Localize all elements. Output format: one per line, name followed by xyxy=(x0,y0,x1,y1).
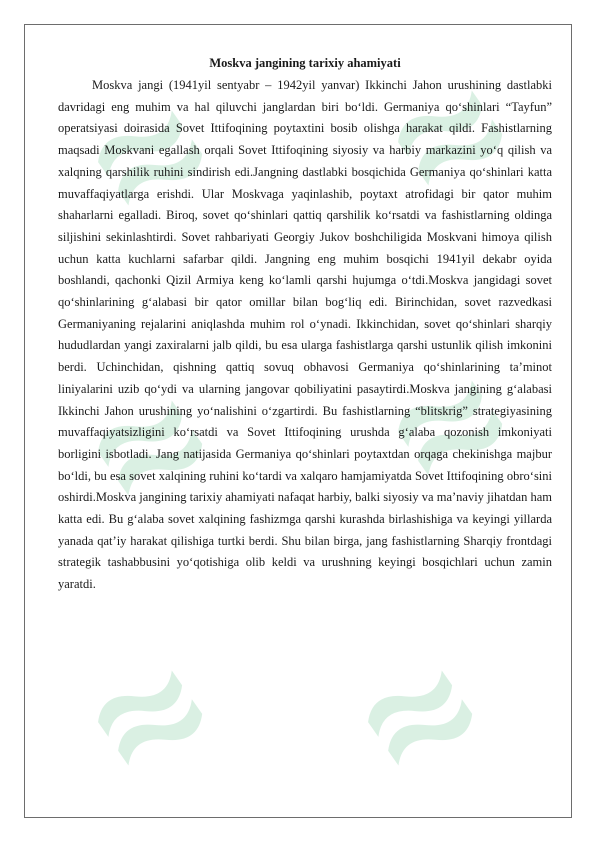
body-paragraph: Moskva jangi (1941yil sentyabr – 1942yil yanvar) Ikkinchi Jahon urushining dastlabki davridagi eng muhim va hal qiluvchi janglardan biri bo‘ldi. Germaniya qo‘shinlari “Tayfun” operatsiyasi doirasida Sovet Ittifoqining poytaxtini bosib olishga harakat qildi. Fashistlarning maqsadi Moskvani egallash orqali Sovet Ittifoqining siyosiy va harbiy markazini yo‘q qilish va xalqning qarshilik ruhini sindirish edi.Jangning dastlabki bosqichida Germaniya qo‘shinlari katta muvaffaqiyatlarga erishdi. Ular Moskvaga yaqinlashib, poytaxt atrofidagi bir qator muhim shaharlarni egalladi. Biroq, sovet qo‘shinlari qattiq qarshilik ko‘rsatdi va fashistlarning oldinga siljishini sekinlashtirdi. Sovet rahbariyati Georgiy Jukov boshchiligida Moskvani himoya qilish uchun katta kuchlarni safarbar qildi. Jangning eng muhim bosqichi 1941yil dekabr oyida boshlandi, qachonki Qizil Armiya keng ko‘lamli qarshi hujumga o‘tdi.Moskva jangidagi sovet qo‘shinlarining g‘alabasi bir qator omillar bilan bog‘liq edi. Birinchidan, sovet razvedkasi Germaniyaning rejalarini aniqlashda muhim rol o‘ynadi. Ikkinchidan, sovet qo‘shinlari sharqiy hududlardan yangi zaxiralarni jalb qildi, bu esa ularga fashistlarga qarshi ustunlik qilish imkonini berdi. Uchinchidan, qishning qattiq sovuq obhavosi Germaniya qo‘shinlarining ta’minot liniyalarini uzib qo‘ydi va ularning jangovar qobiliyatini pasaytirdi.Moskva jangining g‘alabasi Ikkinchi Jahon urushining yo‘nalishini o‘zgartirdi. Bu fashistlarning “blitskrig” strategiyasining muvaffaqiyatsizligini ko‘rsatdi va Sovet Ittifoqining urushda g‘alaba qozonish imkoniyati borligini isbotladi. Jang natijasida Germaniya qo‘shinlari poytaxtdan orqaga chekinishga majbur bo‘ldi, bu esa sovet xalqining ruhini ko‘tardi va xalqaro hamjamiyatda Sovet Ittifoqining obro‘sini oshirdi.Moskva jangining tarixiy ahamiyati nafaqat harbiy, balki siyosiy va ma’naviy jihatdan ham katta edi. Bu g‘alaba sovet xalqining fashizmga qarshi kurashda birlashishiga va keyingi yillarda yanada qat’iy harakat qilishiga turtki berdi. Shu bilan birga, jang fashistlarning Sharqiy frontdagi strategik tashabbusini yo‘qotishiga olib keldi va urushning keyingi bosqichlari uchun zamin yaratdi. xyxy=(58,78,552,592)
document-title: Moskva jangining tarixiy ahamiyati xyxy=(209,56,401,70)
document-content xyxy=(58,56,552,596)
